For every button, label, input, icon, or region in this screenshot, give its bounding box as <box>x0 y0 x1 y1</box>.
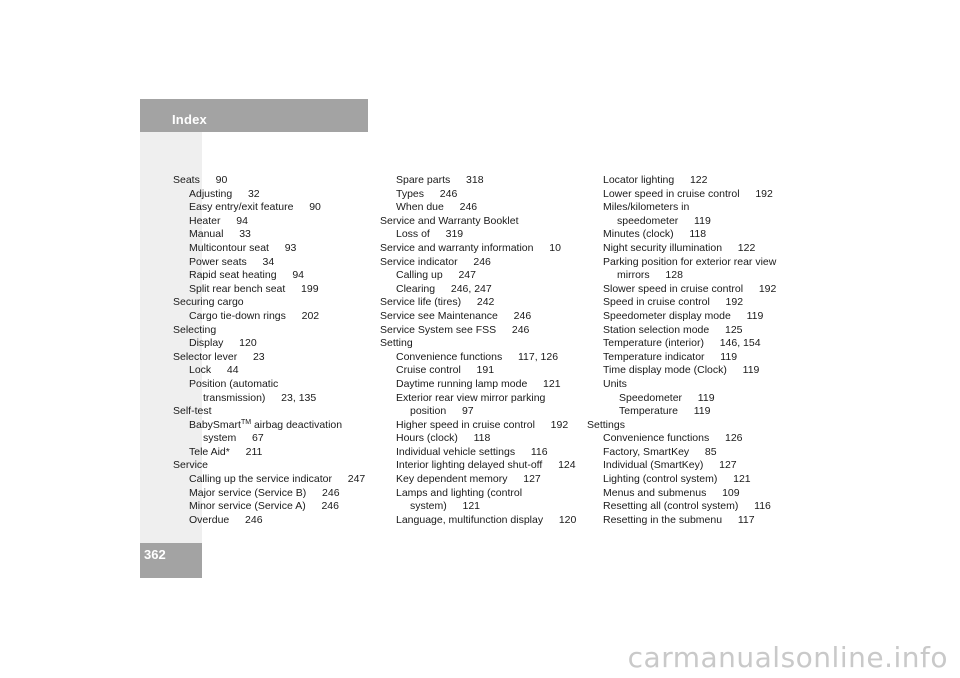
index-entry <box>380 242 585 256</box>
index-entry <box>380 228 585 242</box>
index-entry-text: Display 120 <box>189 337 257 350</box>
index-entry-text: When due 246 <box>396 201 478 214</box>
index-entry-text: Convenience functions 126 <box>603 432 743 445</box>
index-entry-text: Menus and submenus 109 <box>603 486 740 499</box>
index-entry-text: Overdue 246 <box>189 513 263 526</box>
index-entry <box>173 364 373 378</box>
index-entry-text: Service indicator 246 <box>380 255 491 268</box>
index-entry <box>380 378 585 392</box>
index-entry-text: Service <box>173 459 209 472</box>
section-title: Index <box>172 112 207 127</box>
index-entry-text: system) 121 <box>410 500 481 513</box>
index-entry <box>380 324 585 338</box>
index-entry <box>587 432 787 446</box>
index-entry <box>380 514 585 528</box>
index-entry <box>173 473 373 487</box>
index-entry-text: Calling up the service indicator 247 <box>189 473 366 486</box>
index-entry <box>380 405 585 419</box>
index-entry-text: Resetting in the submenu 117 <box>603 513 755 526</box>
index-entry <box>587 487 787 501</box>
index-entry-text: mirrors 128 <box>617 269 683 282</box>
index-entry <box>173 432 373 446</box>
index-entry-text: Seats 90 <box>173 174 228 186</box>
index-entry-text: Individual (SmartKey) 127 <box>603 459 737 472</box>
index-entry-text: Cargo tie-down rings 202 <box>189 309 320 322</box>
index-entry <box>173 201 373 215</box>
index-entry <box>173 405 373 419</box>
index-entry-text: Setting <box>380 337 413 350</box>
index-entry-text: Speedometer 119 <box>619 391 715 404</box>
index-entry <box>380 364 585 378</box>
index-entry-text: Exterior rear view mirror parking <box>396 391 546 404</box>
index-entry-text: Settings <box>587 418 625 431</box>
index-entry <box>173 215 373 229</box>
index-entry <box>380 487 585 501</box>
index-entry-text: Lighting (control system) 121 <box>603 473 751 486</box>
index-entry <box>380 392 585 406</box>
index-entry <box>587 459 787 473</box>
index-entry <box>587 242 787 256</box>
index-entry-text: system 67 <box>203 432 264 445</box>
index-entry <box>380 419 585 433</box>
index-entry-text: Miles/kilometers in <box>603 201 690 214</box>
index-entry <box>587 324 787 338</box>
index-entry <box>380 310 585 324</box>
section-header-tab <box>140 99 368 132</box>
index-entry-text: Service and Warranty Booklet <box>380 214 519 227</box>
index-entry-text: Temperature (interior) 146, 154 <box>603 337 761 350</box>
index-entry-text: Factory, SmartKey 85 <box>603 445 717 458</box>
index-entry-text: Adjusting 32 <box>189 187 260 200</box>
index-entry <box>173 283 373 297</box>
index-entry <box>587 446 787 460</box>
index-entry-text: position 97 <box>410 405 474 418</box>
index-entry-text: Service life (tires) 242 <box>380 296 495 309</box>
index-entry <box>380 269 585 283</box>
index-entry <box>587 473 787 487</box>
index-entry <box>587 296 787 310</box>
index-entry-text: Multicontour seat 93 <box>189 241 297 254</box>
index-entry-text: Language, multifunction display 120 <box>396 513 577 526</box>
index-entry-text: Manual 33 <box>189 228 251 241</box>
index-entry <box>173 324 373 338</box>
index-entry <box>380 459 585 473</box>
index-entry <box>587 228 787 242</box>
index-entry-text: Minutes (clock) 118 <box>603 228 707 241</box>
index-entry <box>173 419 373 433</box>
index-entry-text: Lamps and lighting (control <box>396 486 523 499</box>
index-entry-text: Lock 44 <box>189 364 239 377</box>
index-entry-text: BabySmart <box>189 418 241 431</box>
index-entry-text: Minor service (Service A) 246 <box>189 500 339 513</box>
index-entry-text: Interior lighting delayed shut-off 124 <box>396 459 576 472</box>
index-entry <box>173 310 373 324</box>
index-entry-text: Securing cargo <box>173 296 244 309</box>
index-entry <box>380 188 585 202</box>
index-entry-text: Service see Maintenance 246 <box>380 309 532 322</box>
index-entry <box>173 459 373 473</box>
index-entry <box>173 500 373 514</box>
watermark-text: carmanualsonline.info <box>627 641 948 674</box>
index-entry <box>587 378 787 392</box>
index-entry <box>587 174 787 188</box>
index-entry-text: Split rear bench seat 199 <box>189 282 319 295</box>
index-column-3 <box>587 174 787 527</box>
index-entry <box>173 487 373 501</box>
index-entry <box>173 269 373 283</box>
index-entry-text: Individual vehicle settings 116 <box>396 445 548 458</box>
index-entry <box>587 310 787 324</box>
index-entry-text: Daytime running lamp mode 121 <box>396 377 561 390</box>
index-entry-text: Major service (Service B) 246 <box>189 486 340 499</box>
index-entry <box>587 514 787 528</box>
index-entry <box>587 364 787 378</box>
index-entry-text-cont: airbag deactivation <box>251 418 343 431</box>
index-entry-text: Heater 94 <box>189 214 248 227</box>
index-entry <box>380 500 585 514</box>
index-entry <box>173 514 373 528</box>
index-entry <box>587 337 787 351</box>
index-entry-text: Parking position for exterior rear view <box>603 255 777 268</box>
index-entry-text: Resetting all (control system) 116 <box>603 500 771 513</box>
index-entry-text: Temperature 119 <box>619 405 711 418</box>
index-entry-text: Higher speed in cruise control 192 <box>396 418 569 431</box>
trademark-superscript: TM <box>240 418 252 426</box>
index-entry-text: Slower speed in cruise control 192 <box>603 282 777 295</box>
index-entry <box>173 296 373 310</box>
index-entry <box>380 446 585 460</box>
index-entry-text: Speed in cruise control 192 <box>603 296 744 309</box>
index-entry-text: Cruise control 191 <box>396 364 495 377</box>
index-entry-text: Easy entry/exit feature 90 <box>189 201 321 214</box>
index-entry-text: Locator lighting 122 <box>603 174 708 186</box>
index-entry-text: Selector lever 23 <box>173 350 265 363</box>
index-entry-text: Tele Aid* 211 <box>189 445 263 458</box>
index-entry <box>173 378 373 392</box>
index-entry <box>380 174 585 188</box>
index-entry-text: Time display mode (Clock) 119 <box>603 364 760 377</box>
index-entry-text: Loss of 319 <box>396 228 464 241</box>
index-entry-text: Rapid seat heating 94 <box>189 269 304 282</box>
index-entry <box>587 392 787 406</box>
index-entry <box>173 174 373 188</box>
index-entry-text: Service System see FSS 246 <box>380 323 530 336</box>
index-entry-text: Night security illumination 122 <box>603 241 756 254</box>
index-column-2 <box>380 174 585 527</box>
index-column-1 <box>173 174 373 527</box>
index-entry-text: Key dependent memory 127 <box>396 473 541 486</box>
index-entry <box>173 242 373 256</box>
index-entry <box>380 351 585 365</box>
index-entry-text: Calling up 247 <box>396 269 476 282</box>
index-entry <box>173 392 373 406</box>
index-entry-text: Units <box>603 377 627 390</box>
index-entry-text: Temperature indicator 119 <box>603 350 738 363</box>
index-entry <box>587 269 787 283</box>
index-entry <box>173 351 373 365</box>
index-entry-text: transmission) 23, 135 <box>203 391 317 404</box>
index-entry <box>587 215 787 229</box>
index-entry <box>380 215 585 229</box>
page-number-box <box>140 543 202 578</box>
index-entry <box>587 188 787 202</box>
index-entry <box>587 500 787 514</box>
index-entry-text: Convenience functions 117, 126 <box>396 350 559 363</box>
index-entry <box>380 283 585 297</box>
index-entry <box>380 432 585 446</box>
index-entry <box>380 473 585 487</box>
index-entry <box>587 419 787 433</box>
index-entry-text: speedometer 119 <box>617 214 711 227</box>
index-entry-text: Selecting <box>173 323 217 336</box>
index-entry-text: Service and warranty information 10 <box>380 241 561 254</box>
index-entry-text: Speedometer display mode 119 <box>603 309 764 322</box>
index-entry <box>380 337 585 351</box>
index-entry <box>380 296 585 310</box>
index-entry-text: Power seats 34 <box>189 255 275 268</box>
index-entry-text: Spare parts 318 <box>396 174 484 186</box>
page-number: 362 <box>144 547 166 562</box>
index-entry <box>173 446 373 460</box>
index-entry-text: Position (automatic <box>189 377 279 390</box>
index-entry-text: Clearing 246, 247 <box>396 282 492 295</box>
index-entry-text: Self-test <box>173 405 212 418</box>
index-entry <box>380 201 585 215</box>
index-entry-text: Lower speed in cruise control 192 <box>603 187 773 200</box>
index-entry <box>587 283 787 297</box>
index-entry <box>173 228 373 242</box>
index-entry <box>587 405 787 419</box>
index-entry <box>380 256 585 270</box>
index-entry-text: Types 246 <box>396 187 458 200</box>
index-entry <box>587 201 787 215</box>
index-entry <box>173 337 373 351</box>
index-entry-text: Hours (clock) 118 <box>396 432 491 445</box>
index-entry <box>173 188 373 202</box>
index-entry-text: Station selection mode 125 <box>603 323 743 336</box>
index-entry <box>587 256 787 270</box>
index-entry <box>173 256 373 270</box>
index-entry <box>587 351 787 365</box>
